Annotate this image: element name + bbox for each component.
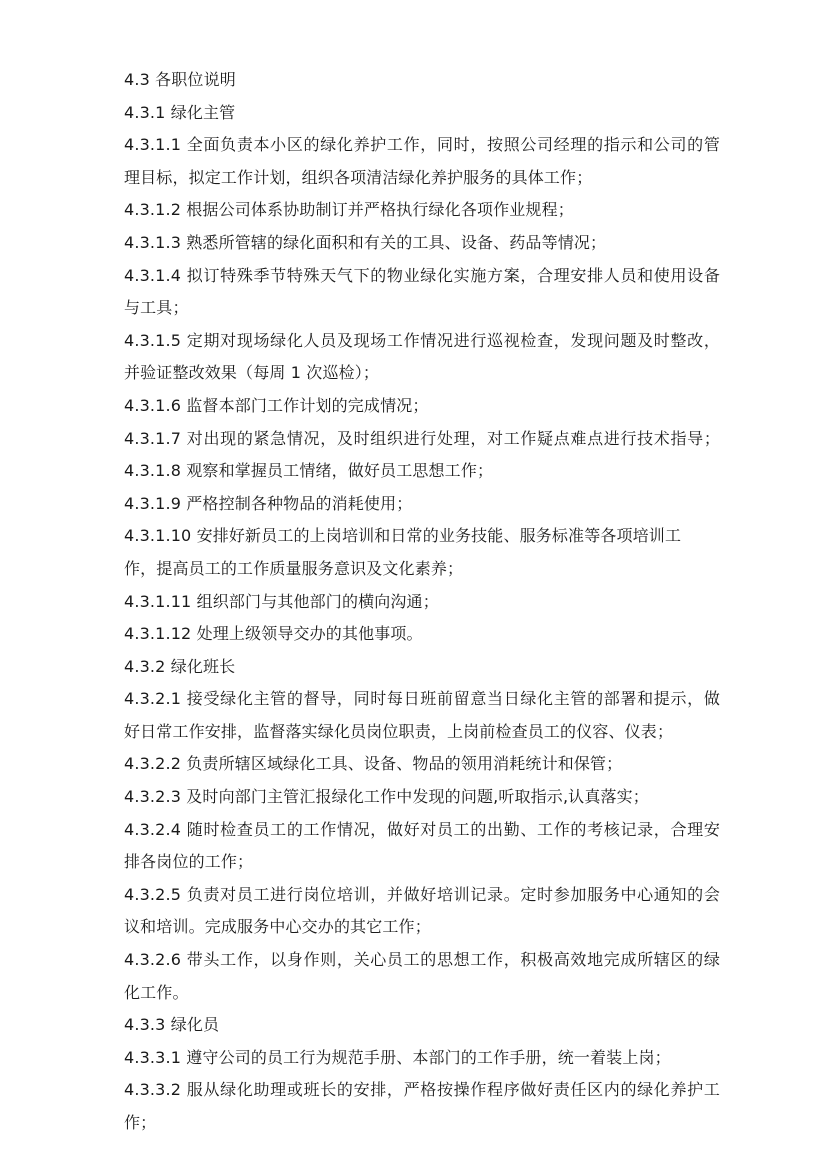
- subsection-heading: 4.3.2 绿化班长: [124, 656, 236, 676]
- text-line: 4.3.1.6 监督本部门工作计划的完成情况；: [124, 395, 429, 415]
- text-line: 4.3.2.4 随时检查员工的工作情况，做好对员工的出勤、工作的考核记录，合理安: [124, 819, 720, 839]
- text-line: 4.3.2.1 接受绿化主管的督导，同时每日班前留意当日绿化主管的部署和提示，做: [124, 689, 720, 709]
- text-line: 4.3.2.3 及时向部门主管汇报绿化工作中发现的问题,听取指示,认真落实；: [124, 787, 649, 807]
- text-line: 作；: [124, 1113, 157, 1132]
- text-line: 4.3.2.2 负责所辖区域绿化工具、设备、物品的领用消耗统计和保管；: [124, 754, 623, 774]
- text-line: 议和培训。完成服务中心交办的其它工作；: [124, 917, 431, 937]
- text-line: 4.3.1.12 处理上级领导交办的其他事项。: [124, 624, 423, 644]
- text-line: 化工作。: [124, 982, 189, 1002]
- subsection-heading: 4.3.1 绿化主管: [124, 102, 236, 122]
- text-line: 理目标，拟定工作计划，组织各项清洁绿化养护服务的具体工作；: [124, 167, 593, 187]
- text-line: 作，提高员工的工作质量服务意识及文化素养；: [124, 558, 464, 578]
- text-line: 4.3.1.2 根据公司体系协助制订并严格执行绿化各项作业规程；: [124, 200, 574, 220]
- text-line: 4.3.1.11 组织部门与其他部门的横向沟通；: [124, 591, 439, 611]
- text-line: 并验证整改效果（每周 1 次巡检）；: [124, 363, 380, 383]
- document-body: [124, 64, 720, 1140]
- text-line: 4.3.1.8 观察和掌握员工情绪，做好员工思想工作；: [124, 461, 494, 481]
- text-line: 4.3.2.5 负责对员工进行岗位培训，并做好培训记录。定时参加服务中心通知的会: [124, 884, 720, 904]
- text-line: 4.3.1.4 拟订特殊季节特殊天气下的物业绿化实施方案，合理安排人员和使用设备: [124, 265, 720, 285]
- text-line: 4.3.3.1 遵守公司的员工行为规范手册、本部门的工作手册，统一着装上岗；: [124, 1047, 671, 1067]
- text-line: 4.3.1.3 熟悉所管辖的绿化面积和有关的工具、设备、药品等情况；: [124, 232, 607, 252]
- text-line: 4.3.1.5 定期对现场绿化人员及现场工作情况进行巡视检查，发现问题及时整改，: [124, 330, 720, 350]
- section-heading: 4.3 各职位说明: [124, 70, 236, 89]
- text-line: 与工具；: [124, 298, 189, 318]
- text-line: 4.3.2.6 带头工作，以身作则，关心员工的思想工作，积极高效地完成所辖区的绿: [124, 950, 720, 970]
- text-line: 排各岗位的工作；: [124, 852, 254, 872]
- text-line: 好日常工作安排，监督落实绿化员岗位职责，上岗前检查员工的仪容、仪表；: [124, 721, 674, 741]
- text-line: 4.3.3.2 服从绿化助理或班长的安排，严格按操作程序做好责任区内的绿化养护工: [124, 1080, 720, 1100]
- subsection-heading: 4.3.3 绿化员: [124, 1015, 220, 1035]
- text-line: 4.3.1.9 严格控制各种物品的消耗使用；: [124, 493, 413, 513]
- text-line: 4.3.1.1 全面负责本小区的绿化养护工作，同时，按照公司经理的指示和公司的管: [124, 135, 720, 155]
- text-line: 4.3.1.7 对出现的紧急情况，及时组织进行处理，对工作疑点难点进行技术指导；: [124, 428, 720, 448]
- text-line: 4.3.1.10 安排好新员工的上岗培训和日常的业务技能、服务标准等各项培训工: [124, 526, 682, 546]
